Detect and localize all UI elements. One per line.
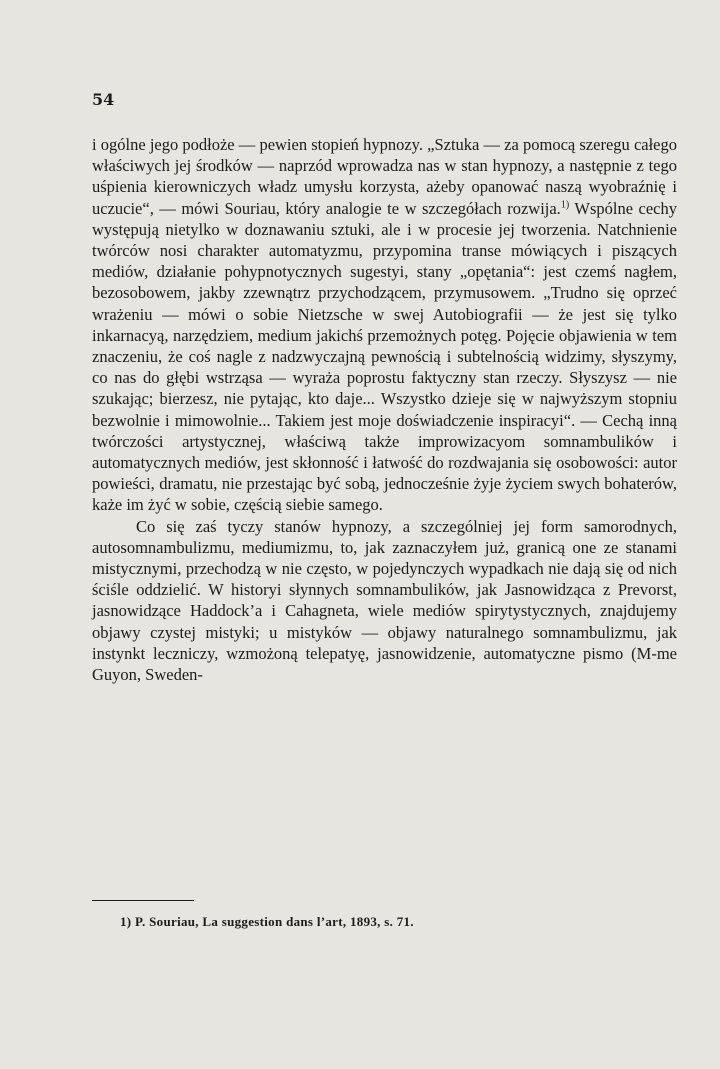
paragraph-1-text-end: Wspólne cechy występują nietylko w doznawaniu sztuki, ale i w procesie jej tworzenia. Natchnienie twórców nosi charakter automatyzmu, przypomina transe mówiących i piszących mediów, działanie pohypnotycznych sugestyi, stany „opętania“: jest czemś nagłem, bezosobowem, jakby zzewnątrz przychodzącem, przymusowem. „Trudno się oprzeć wrażeniu — mówi o sobie Nietzsche w swej Autobiografii — że jest się tylko inkarnacyą, narzędziem, medium jakichś przemożnych potęg. Pojęcie objawienia w tem znaczeniu, że coś nagle z nadzwyczajną pewnością i subtelnością widzimy, słyszymy, co nas do głębi wstrząsa — wyraża poprostu faktyczny stan rzeczy. Słyszysz — nie szukając; bierzesz, nie pytając, kto daje... Wszystko dzieje się w najwyższym stopniu bezwolnie i mimowolnie... Takiem jest moje doświadczenie inspiracyi“. — Cechą inną twórczości artystycznej, właściwą także improwizacyom somnambulików i automatycznych mediów, jest skłonność i łatwość do rozdwajania się osobowości: autor powieści, dramatu, nie przestając być sobą, jednocześnie żyje życiem swych bohaterów, każe im żyć w sobie, częścią siebie samego. xyxy=(92,198,678,515)
footnote xyxy=(120,914,414,930)
footnote-marker: 1) xyxy=(120,914,132,929)
footnote-reference: 1) xyxy=(560,199,570,211)
footnote-text: P. Souriau, La suggestion dans l’art, 1893, s. 71. xyxy=(131,914,414,929)
body-text xyxy=(92,134,677,685)
paragraph-1 xyxy=(92,134,677,516)
page-number: 54 xyxy=(92,90,115,109)
paragraph-2: Co się zaś tyczy stanów hypnozy, a szczególniej jej form samorodnych, autosomnambulizmu, mediumizmu, to, jak zaznaczyłem już, granicą one ze stanami mistycznymi, przechodzą w nie często, w pojedynczych wypadkach nie dają się od nich ściśle oddzielić. W historyi słynnych somnambulików, jak Jasnowidząca z Prevorst, jasnowidzące Haddock’a i Cahagneta, wiele mediów spirytystycznych, znajdujemy objawy czystej mistyki; u mistyków — objawy naturalnego somnambulizmu, jak instynkt leczniczy, wzmożoną telepatyę, jasnowidzenie, automatyczne pismo (M-me Guyon, Sweden- xyxy=(92,516,677,685)
footnote-divider xyxy=(92,900,194,901)
paragraph-1-text-start: i ogólne jego podłoże — pewien stopień hypnozy. „Sztuka — za pomocą szeregu całego właściwych jej środków — naprzód wprowadza nas w stan hypnozy, a następnie z tego uśpienia kierowniczych władz umysłu korzysta, ażeby opanować naszą wyobraźnię i uczucie“, — mówi Souriau, który analogie te w szczegółach rozwija. xyxy=(92,135,677,218)
